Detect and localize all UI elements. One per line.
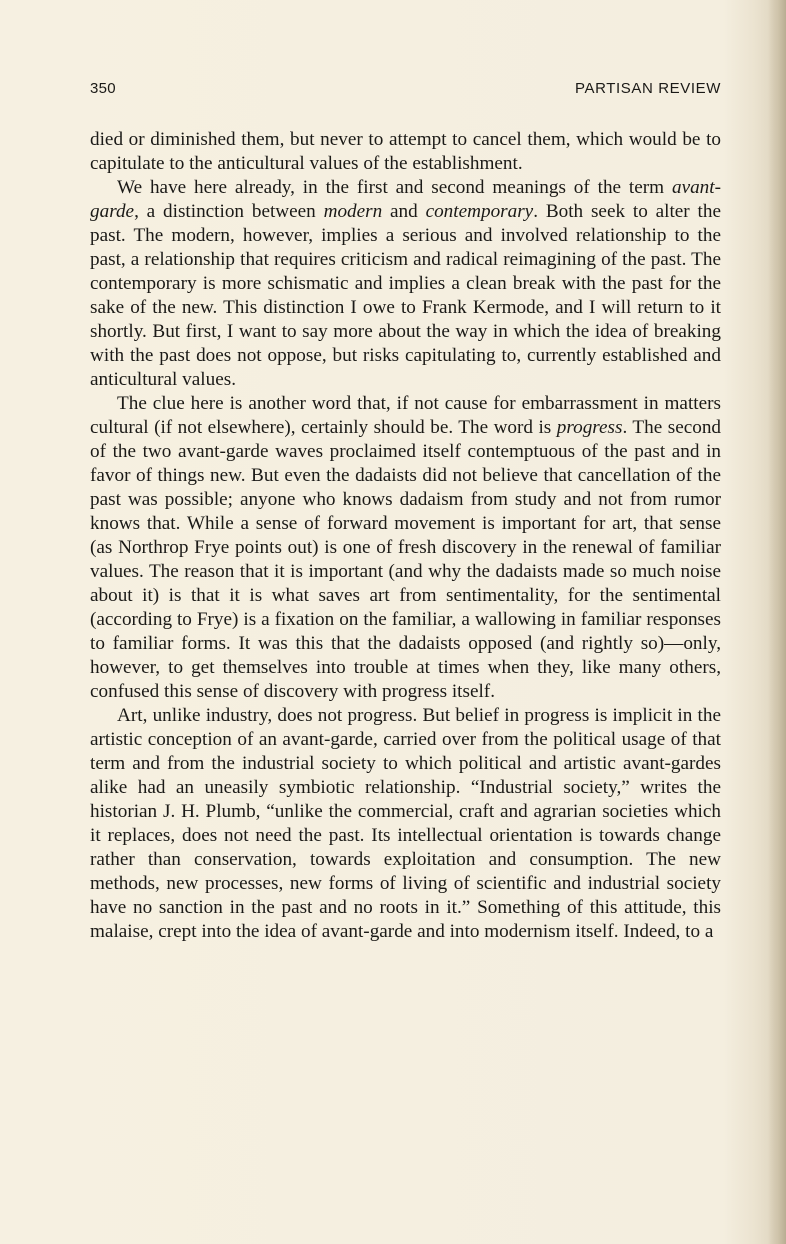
running-head [90,80,721,102]
paragraph-text: and [382,201,426,222]
paragraph-4 [90,704,721,944]
paragraph-text: . The second of the two avant-garde waves proclaimed itself contemptuous of the past and in favor of things new. But even the dadaists did not believe that cancellation of the past was possible; anyone who knows dadaism from study and not from rumor knows that. While a sense of forward movement is important for art, that sense (as Northrop Frye points out) is one of fresh discovery in the renewal of familiar values. The reason that it is important (and why the dadaists made so much noise about it) is that it is what saves art from sentimentality, for the sentimental (according to Frye) is a fixation on the familiar, a wallowing in familiar responses to familiar forms. It was this that the dadaists opposed (and rightly so)—only, however, to get themselves into trouble at times when they, like many others, confused this sense of discovery with progress itself. [90,417,722,702]
italic-term-modern: modern [323,201,383,222]
paragraph-text: . Both seek to alter the past. The modern, however, implies a serious and involved relationship to the past, a relationship that requires criticism and radical reimagining of the past. The contemporary is more schismatic and implies a clean break with the past for the sake of the new. This distinction I owe to Frank Kermode, and I will return to it shortly. But first, I want to say more about the way in which the idea of breaking with the past does not oppose, but risks capitulating to, currently established and anticultural values. [90,201,721,390]
italic-term-progress: progress [556,417,623,438]
page-edge-shadow [768,0,786,1244]
paragraph-text: died or diminished them, but never to attempt to cancel them, which would be to capitulate to the anticultural values of the establishment. [90,129,721,174]
paragraph-text: We have here already, in the first and second meanings of the term [117,177,672,198]
journal-title: PARTISAN REVIEW [575,80,721,97]
paragraph-text: , a distinction between [134,201,324,222]
paragraph-text: The clue here is another word that, if not cause for embarrassment in matters cultural (if not elsewhere), certainly should be. The word is [90,393,721,438]
body-text [90,128,721,944]
italic-term-contemporary: contemporary [425,201,534,222]
italic-term-avant-garde: avant-garde [90,177,721,222]
paragraph-2 [90,176,721,392]
paragraph-text: Art, unlike industry, does not progress. But belief in progress is implicit in the artistic conception of an avant-garde, carried over from the political usage of that term and from the industrial society to which political and artistic avant-gardes alike had an uneasily symbiotic relationship. “Industrial society,” writes the historian J. H. Plumb, “unlike the commercial, craft and agrarian societies which it replaces, does not need the past. Its intellectual orientation is towards change rather than conservation, towards exploitation and consumption. The new methods, new processes, new forms of living of scientific and industrial society have no sanction in the past and no roots in it.” Something of this attitude, this malaise, crept into the idea of avant-garde and into modernism itself. Indeed, to a [90,705,721,942]
page-number: 350 [90,80,116,97]
paragraph-1 [90,128,721,176]
paragraph-3 [90,392,721,704]
